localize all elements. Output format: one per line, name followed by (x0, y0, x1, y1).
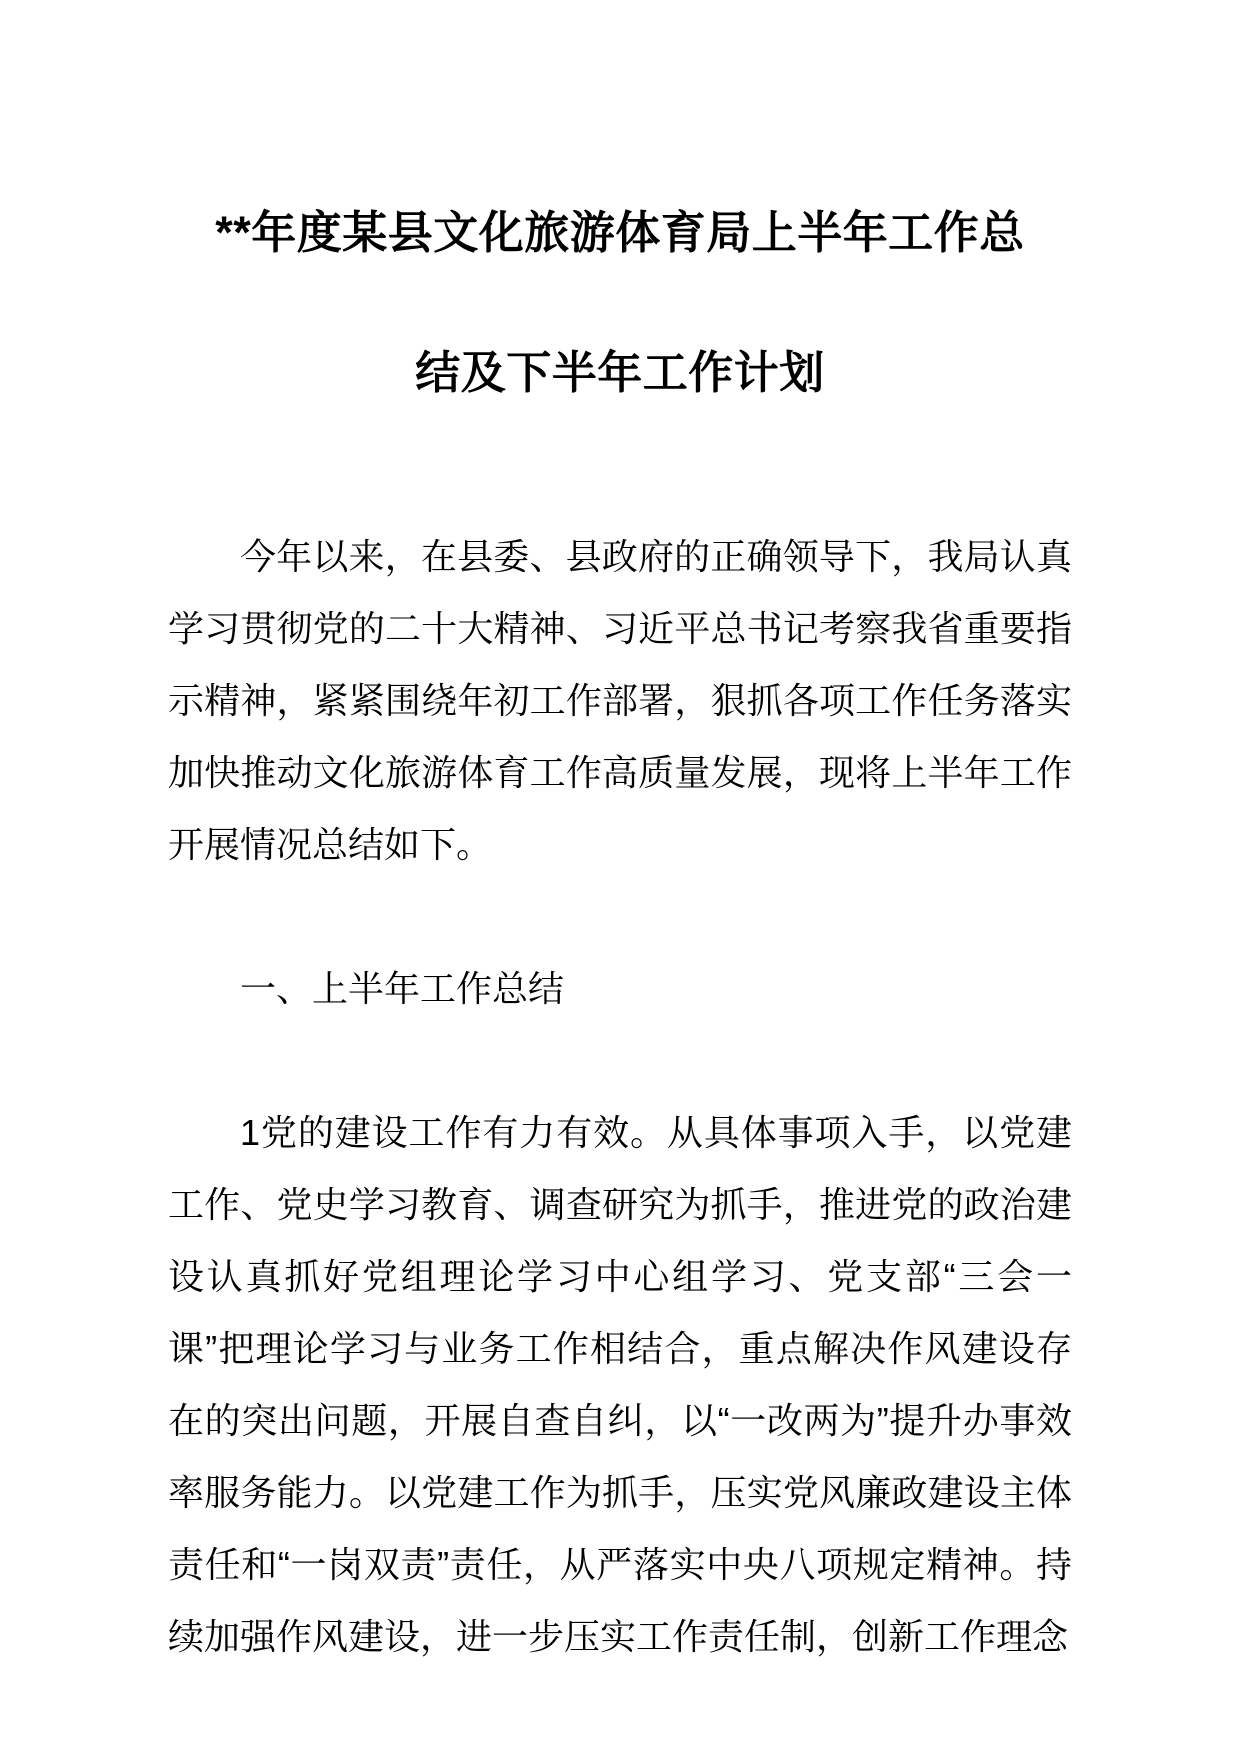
page-title (168, 0, 1072, 443)
section-heading-one: 一、上半年工作总结 (240, 968, 565, 1009)
document-body (168, 521, 1072, 1673)
intro-paragraph: 今年以来，在县委、县政府的正确领导下，我局认真学习贯彻党的二十大精神、习近平总书记考察我省重要指示精神，紧紧围绕年初工作部署，狠抓各项工作任务落实加快推动文化旅游体育工作高质量发展，现将上半年工作开展情况总结如下。 (168, 536, 1072, 865)
heading-spacer (168, 1025, 1072, 1097)
page-title-line-1: **年度某县文化旅游体育局上半年工作总 (215, 207, 1025, 258)
item-1-paragraph: 1党的建设工作有力有效。从具体事项入手，以党建工作、党史学习教育、调查研究为抓手，推进党的政治建设认真抓好党组理论学习中心组学习、党支部“三会一课”把理论学习与业务工作相结合，重点解决作风建设存在的突出问题，开展自查自纠，以“一改两为”提升办事效率服务能力。以党建工作为抓手，压实党风廉政建设主体责任和“一岗双责”责任，从严落实中央八项规定精神。持续加强作风建设，进一步压实工作责任制，创新工作理念 (168, 1112, 1072, 1657)
paragraph-spacer (168, 881, 1072, 953)
page-title-line-2: 结及下半年工作计划 (415, 347, 825, 398)
